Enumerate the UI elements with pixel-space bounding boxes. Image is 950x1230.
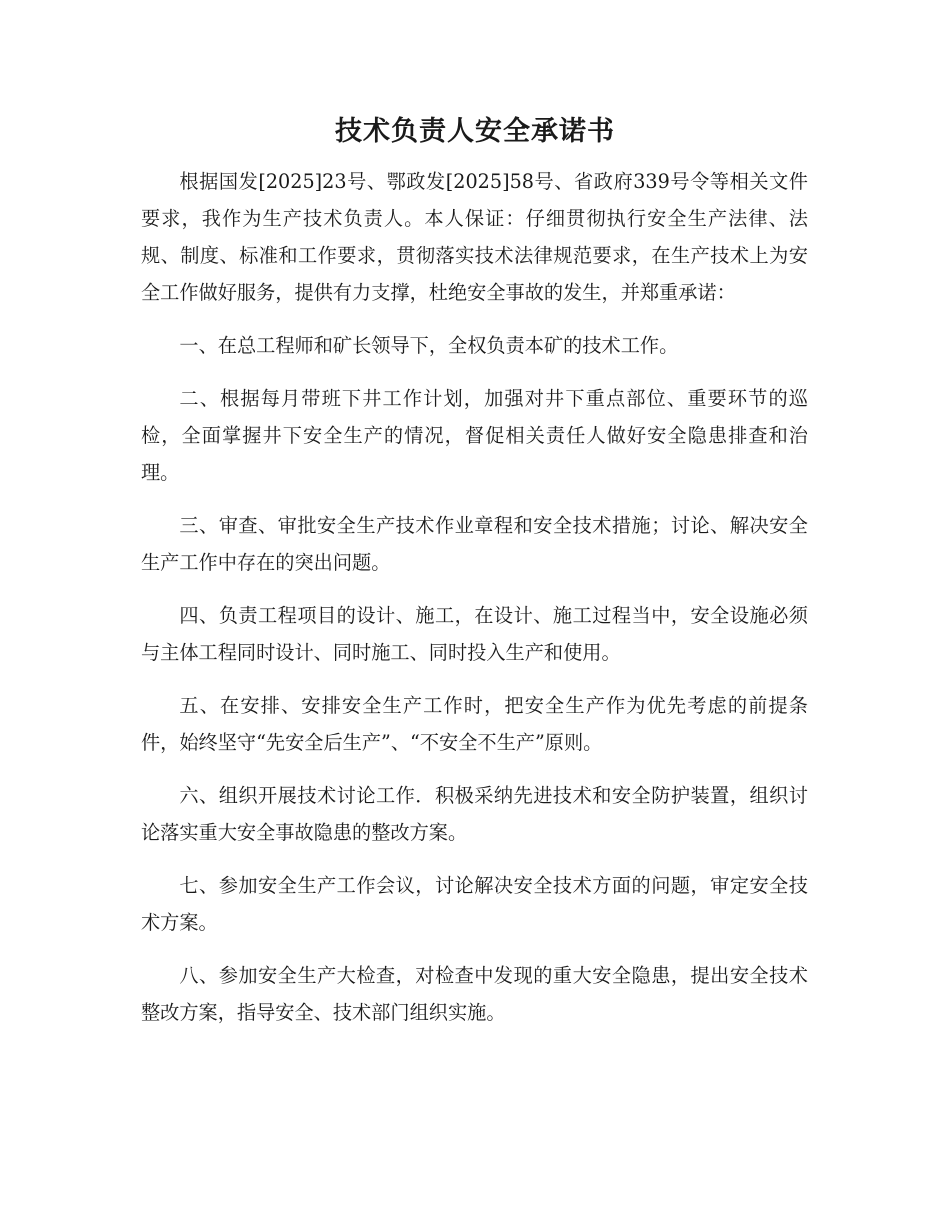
commitment-item-1: 一、在总工程师和矿长领导下，全权负责本矿的技术工作。 [179, 334, 679, 357]
commitment-item-7: 七、参加安全生产工作会议，讨论解决安全技术方面的问题，审定安全技术方案。 [141, 874, 808, 934]
commitment-item-3: 三、审查、审批安全生产技术作业章程和安全技术措施；讨论、解决安全生产工作中存在的突出问题。 [141, 514, 808, 574]
commitment-item-8: 八、参加安全生产大检查，对检查中发现的重大安全隐患，提出安全技术整改方案，指导安全、技术部门组织实施。 [141, 964, 808, 1024]
commitment-item-6: 六、组织开展技术讨论工作．积极采纳先进技术和安全防护装置，组织讨论落实重大安全事故隐患的整改方案。 [141, 784, 808, 844]
intro-paragraph: 根据国发[2025]23号、鄂政发[2025]58号、省政府339号令等相关文件要求，我作为生产技术负责人。本人保证：仔细贯彻执行安全生产法律、法规、制度、标准和工作要求，贯彻落实技术法律规范要求，在生产技术上为安全工作做好服务，提供有力支撑，杜绝安全事故的发生，并郑重承诺： [141, 170, 808, 304]
document-body [141, 163, 808, 1031]
commitment-item-2: 二、根据每月带班下井工作计划，加强对井下重点部位、重要环节的巡检，全面掌握井下安全生产的情况，督促相关责任人做好安全隐患排查和治理。 [141, 387, 808, 484]
document-title: 技术负责人安全承诺书 [335, 116, 615, 147]
commitment-item-4: 四、负责工程项目的设计、施工，在设计、施工过程当中，安全设施必须与主体工程同时设计、同时施工、同时投入生产和使用。 [141, 604, 808, 664]
commitment-item-5: 五、在安排、安排安全生产工作时，把安全生产作为优先考虑的前提条件，始终坚守“先安全后生产”、“不安全不生产”原则。 [141, 694, 808, 754]
